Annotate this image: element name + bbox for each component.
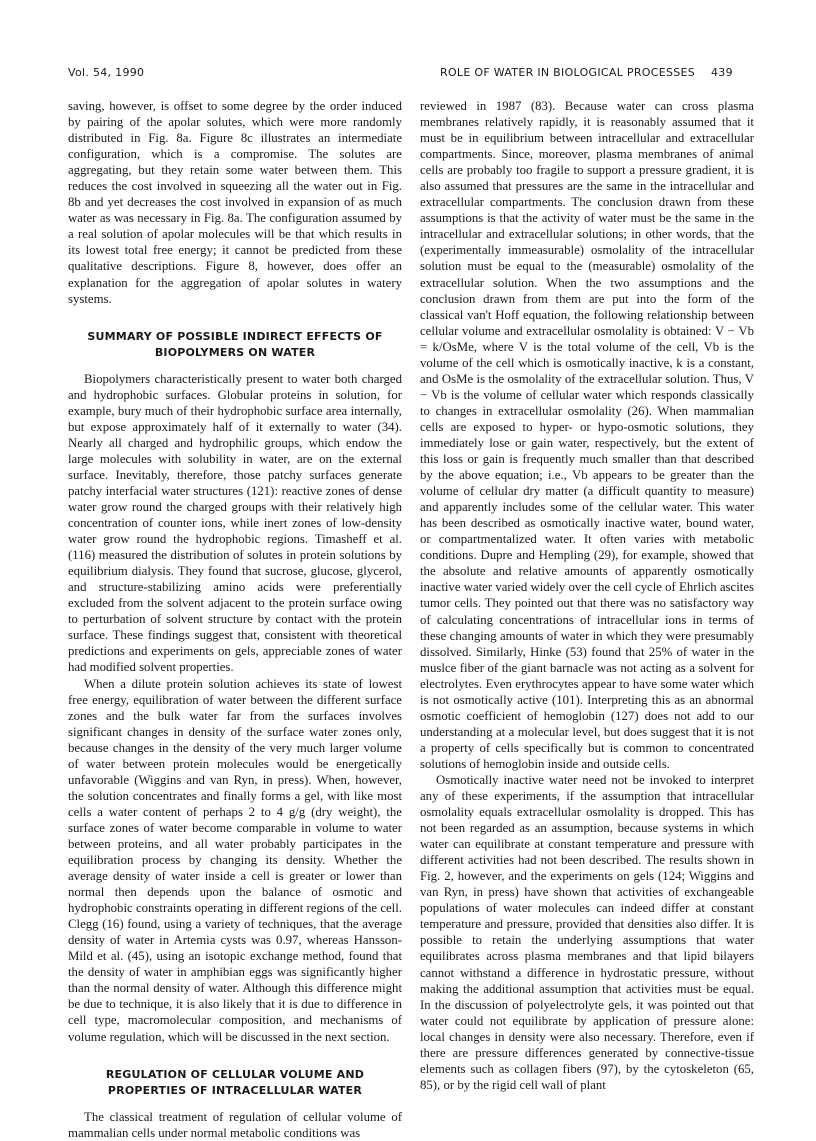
heading-line: SUMMARY OF POSSIBLE INDIRECT EFFECTS OF <box>87 329 383 343</box>
paragraph-dilute-protein: When a dilute protein solution achieves its state of lowest free energy, equilibration of water between the different surface zones and the bulk water far from the surfaces involves significant changes in density of the surface water zones only, because changes in the density of the very much larger volume of water between protein molecules would be energetically unfavorable (Wiggins and van Ryn, in press). When, however, the solution concentrates and finally forms a gel, with like most cells a water content of perhaps 2 to 4 g/g (dry weight), the surface zones of water become comparable in volume to water between proteins, and all water probably participates in the equilibration process by changing its density. Whether the average density of water inside a cell is greater or lower than normal then depends upon the balance of osmotic and hydrophobic constraints operating in different regions of the cell. Clegg (16) found, using a variety of techniques, that the average density of water in Artemia cysts was 0.97, whereas Hansson-Mild et al. (45), using an isotopic exchange method, found that the density of water in amphibian eggs was significantly higher than the normal density of water. Although this difference might be due to technique, it is also likely that it is due to difference in cell type, macromolecular composition, and mechanisms of volume regulation, which will be discussed in the next section. <box>68 676 402 1044</box>
right-column <box>420 98 754 1093</box>
paragraph-apolar-solutes: saving, however, is offset to some degree by the order induced by pairing of the apolar solutes, which were more randomly distributed in Fig. 8a. Figure 8c illustrates an intermediate configuration, which is a compromise. The solutes are aggregating, but they retain some water between them. This reduces the cost involved in squeezing all the water out in Fig. 8b and yet decreases the cost involved in expansion of as much water as was necessary in Fig. 8a. The configuration assumed by a real solution of apolar molecules will be that which results in its lowest total free energy; it cannot be predicted from these qualitative descriptions. Figure 8, however, does offer an explanation for the aggregation of apolar solutes in watery systems. <box>68 99 402 306</box>
paragraph-biopolymers: Biopolymers characteristically present to water both charged and hydrophobic surfaces. Globular proteins in solution, for example, bury much of their hydrophobic surface area internally, but expose approximately half of it externally to water (34). Nearly all charged and hydrophilic groups, which endow the large molecules with solubility in water, are on the external surface. Inevitably, therefore, those patchy surfaces generate patchy interfacial water structures (121): reactive zones of dense water grow round the charged groups with their relatively high concentration of counter ions, while inert zones of low-density water grow round the hydrophobic regions. Timasheff et al. (116) measured the distribution of solutes in protein solutions by equilibrium dialysis. They found that sucrose, glucose, glycerol, and structure-stabilizing amino acids were preferentially excluded from the solvent adjacent to the protein surface owing to perturbation of solvent structure by contact with the protein surface. These findings suggest that, consistent with theoretical predictions and experiments on gels, appreciable zones of water had modified solvent properties. <box>68 371 402 675</box>
page-number: 439 <box>711 66 733 79</box>
heading-line: REGULATION OF CELLULAR VOLUME AND <box>105 1067 365 1081</box>
running-title: ROLE OF WATER IN BIOLOGICAL PROCESSES <box>440 66 696 79</box>
paragraph-vant-hoff: reviewed in 1987 (83). Because water can cross plasma membranes relatively rapidly, it is reasonably assumed that it must be in equilibrium between intracellular and extracellular compartments. Since, moreover, plasma membranes of animal cells are probably too fragile to support a pressure gradient, it is also assumed that pressures are the same in the intracellular and extracellular compartments. The conclusion drawn from these assumptions is that the activity of water must be the same in the intracellular and extracellular solutions; in other words, that the (experimentally immeasurable) osmolality of the intracellular solution must be equal to the (measurable) osmolality of the extracellular solution. When the two assumptions and the conclusion drawn from them are put into the form of the classical van't Hoff equation, the following relationship between cellular volume and extracellular osmolality is obtained: V − Vb = k/OsMe, where V is the total volume of the cell, Vb is the volume of the cell which is osmotically inactive, k is a constant, and OsMe is the osmolality of the extracellular solution. Thus, V − Vb is the volume of cellular water which responds classically to changes in extracellular osmolality (26). When mammalian cells are exposed to hyper- or hypo-osmotic solutions, they immediately lose or gain water, respectively, but the extent of this loss or gain is frequently much smaller than that described by the above equation; i.e., Vb appears to be greater than the volume of cellular dry matter (a difficult quantity to measure) and apparently includes some of the cellular water. This water has been described as osmotically inactive water, bound water, or compartmentalized water. It often varies with metabolic conditions. Dupre and Hempling (29), for example, showed that the absolute and relative amounts of apparently osmotically inactive water varied widely over the cell cycle of Ehrlich ascites tumor cells. They pointed out that there was no satisfactory way of calculating concentrations of intracellular ions in terms of these changing amounts of water in which they were presumably dissolved. Similarly, Hinke (53) found that 25% of water in the muslce fiber of the giant barnacle was not acting as a solvent for electrolytes. Even erythrocytes appear to have some water which is not osmotically active (101). Interpreting this as an abnormal osmotic coefficient of hemoglobin (127) does not add to our understanding at a molecular level, but does suggest that it is not a property of cells specifically but is common to concentrated solutions of hemoglobin inside and outside cells. <box>420 99 754 771</box>
paragraph-classical-treatment: The classical treatment of regulation of cellular volume of mammalian cells under normal metabolic conditions was <box>68 1109 402 1140</box>
heading-line: BIOPOLYMERS ON WATER <box>154 345 316 359</box>
section-heading-indirect-effects <box>68 329 402 361</box>
journal-volume-header: Vol. 54, 1990 <box>68 66 145 79</box>
paragraph-osmotically-inactive: Osmotically inactive water need not be invoked to interpret any of these experiments, if the assumption that intracellular osmolality equals extracellular osmolality is dropped. This has not been regarded as an assumption, because systems in which water can equilibrate at constant temperature and pressure with different activities had not been described. The results shown in Fig. 2, however, and the experiments on gels (124; Wiggins and van Ryn, in press) have shown that activities of exchangeable populations of water molecules can indeed differ at constant temperature and pressure, provided that densities also differ. It is possible to retain the underlying assumptions that water equilibrates across plasma membranes and that lipid bilayers cannot withstand a difference in hydrostatic pressure, without making the additional assumption that activities must be equal. In the discussion of polyelectrolyte gels, it was pointed out that water could not equilibrate by application of pressure alone: local changes in density were also necessary. Therefore, even if there are pressure differences generated by connective-tissue elements such as collagen fibers (97), by the cytoskeleton (65, 85), or by the rigid cell wall of plant <box>420 772 754 1092</box>
section-heading-cellular-volume <box>68 1067 402 1099</box>
heading-line: PROPERTIES OF INTRACELLULAR WATER <box>107 1083 363 1097</box>
left-column <box>68 98 402 1141</box>
